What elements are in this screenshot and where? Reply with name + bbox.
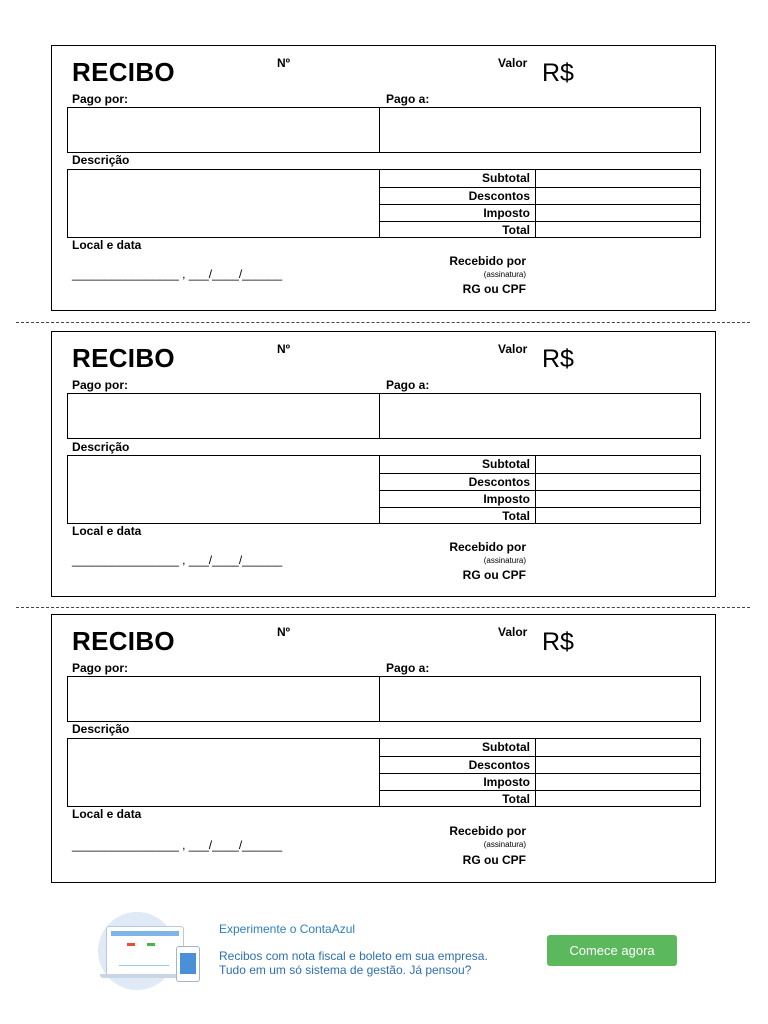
- pago-por-label: Pago por:: [72, 92, 128, 106]
- pago-por-label: Pago por:: [72, 378, 128, 392]
- pago-a-label: Pago a:: [386, 661, 430, 675]
- assinatura-label: (assinatura): [483, 270, 526, 279]
- totals-row-total: [380, 507, 700, 524]
- valor-label: Valor: [498, 56, 528, 70]
- currency-symbol: R$: [542, 59, 574, 87]
- subtotal-label: Subtotal: [482, 457, 530, 471]
- payer-payee-box: [67, 107, 701, 153]
- imposto-label: Imposto: [483, 775, 530, 789]
- subtotal-value-cell: [535, 456, 700, 473]
- description-box: [67, 738, 701, 807]
- totals-row-descontos: [380, 756, 700, 773]
- payer-payee-box: [67, 676, 701, 722]
- receipt-title: RECIBO: [72, 343, 175, 373]
- imposto-value-cell: [535, 491, 700, 507]
- descontos-label: Descontos: [468, 475, 530, 489]
- cut-line: [16, 322, 750, 323]
- payer-payee-divider: [379, 108, 380, 152]
- rg-cpf-label: RG ou CPF: [462, 568, 526, 582]
- subtotal-label: Subtotal: [482, 740, 530, 754]
- ad-body: [219, 949, 488, 977]
- description-box: [67, 169, 701, 238]
- ad-headline: Experimente o ContaAzul: [219, 922, 356, 936]
- local-data-label: Local e data: [72, 807, 142, 821]
- subtotal-label: Subtotal: [482, 171, 530, 185]
- description-box: [67, 455, 701, 524]
- total-label: Total: [502, 792, 530, 806]
- laptop-and-phone-dashboard-icon: [98, 912, 176, 990]
- local-data-label: Local e data: [72, 238, 142, 252]
- totals-row-total: [380, 790, 700, 807]
- assinatura-label: (assinatura): [483, 840, 526, 849]
- totals-row-total: [380, 221, 700, 238]
- valor-label: Valor: [498, 342, 528, 356]
- receipt-2: [51, 331, 716, 597]
- laptop-icon: [106, 926, 184, 976]
- descontos-value-cell: [535, 757, 700, 773]
- date-line: ________________ , ___/____/______: [72, 553, 283, 567]
- receipt-1: [51, 45, 716, 311]
- totals-table: [379, 739, 700, 806]
- rg-cpf-label: RG ou CPF: [462, 282, 526, 296]
- rg-cpf-label: RG ou CPF: [462, 853, 526, 867]
- recebido-por-label: Recebido por: [449, 824, 526, 838]
- comece-agora-button[interactable]: Comece agora: [547, 935, 677, 966]
- totals-row-descontos: [380, 187, 700, 204]
- date-line: ________________ , ___/____/______: [72, 838, 283, 852]
- totals-table: [379, 456, 700, 523]
- pago-por-label: Pago por:: [72, 661, 128, 675]
- total-label: Total: [502, 223, 530, 237]
- phone-icon: [176, 946, 200, 982]
- totals-row-imposto: [380, 490, 700, 507]
- total-label: Total: [502, 509, 530, 523]
- subtotal-value-cell: [535, 739, 700, 756]
- payer-payee-divider: [379, 677, 380, 721]
- descricao-label: Descrição: [72, 722, 130, 736]
- descontos-value-cell: [535, 188, 700, 204]
- cut-line: [16, 607, 750, 608]
- descontos-label: Descontos: [468, 189, 530, 203]
- descricao-label: Descrição: [72, 153, 130, 167]
- recebido-por-label: Recebido por: [449, 540, 526, 554]
- descontos-value-cell: [535, 474, 700, 490]
- totals-table: [379, 170, 700, 237]
- receipt-title: RECIBO: [72, 626, 175, 656]
- assinatura-label: (assinatura): [483, 556, 526, 565]
- receipt-number-label: Nº: [277, 56, 291, 70]
- payer-payee-box: [67, 393, 701, 439]
- totals-row-subtotal: [380, 170, 700, 187]
- payer-payee-divider: [379, 394, 380, 438]
- totals-row-subtotal: [380, 739, 700, 756]
- contaazul-ad-banner[interactable]: [84, 908, 684, 992]
- pago-a-label: Pago a:: [386, 92, 430, 106]
- date-line: ________________ , ___/____/______: [72, 267, 283, 281]
- descricao-label: Descrição: [72, 440, 130, 454]
- imposto-value-cell: [535, 774, 700, 790]
- pago-a-label: Pago a:: [386, 378, 430, 392]
- totals-row-imposto: [380, 773, 700, 790]
- imposto-value-cell: [535, 205, 700, 221]
- descontos-label: Descontos: [468, 758, 530, 772]
- total-value-cell: [535, 508, 700, 524]
- receipt-3: [51, 614, 716, 883]
- local-data-label: Local e data: [72, 524, 142, 538]
- currency-symbol: R$: [542, 628, 574, 656]
- valor-label: Valor: [498, 625, 528, 639]
- total-value-cell: [535, 791, 700, 807]
- imposto-label: Imposto: [483, 492, 530, 506]
- total-value-cell: [535, 222, 700, 238]
- totals-row-imposto: [380, 204, 700, 221]
- receipt-title: RECIBO: [72, 57, 175, 87]
- imposto-label: Imposto: [483, 206, 530, 220]
- ad-body-line-1: Recibos com nota fiscal e boleto em sua empresa.: [219, 949, 488, 963]
- receipt-number-label: Nº: [277, 625, 291, 639]
- currency-symbol: R$: [542, 345, 574, 373]
- totals-row-descontos: [380, 473, 700, 490]
- receipt-number-label: Nº: [277, 342, 291, 356]
- ad-body-line-2: Tudo em um só sistema de gestão. Já pensou?: [219, 963, 472, 977]
- recebido-por-label: Recebido por: [449, 254, 526, 268]
- subtotal-value-cell: [535, 170, 700, 187]
- totals-row-subtotal: [380, 456, 700, 473]
